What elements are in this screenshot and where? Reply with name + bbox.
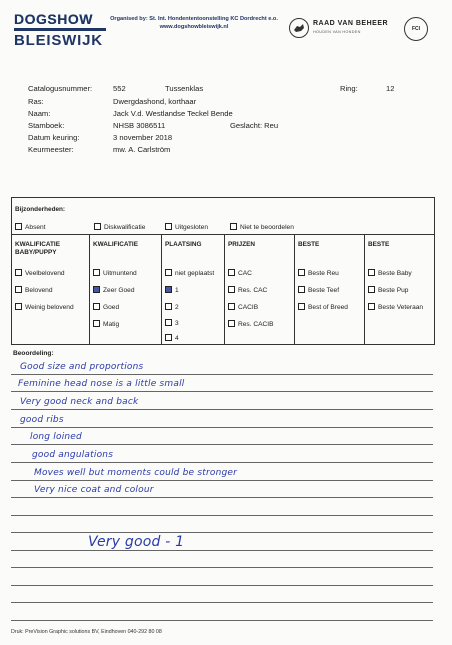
organizer-website: www.dogshowbleiswijk.nl bbox=[159, 24, 229, 30]
name-value: Jack V.d. Westlandse Teckel Bende bbox=[113, 109, 233, 118]
logo-bar bbox=[14, 28, 106, 31]
breed-label: Ras: bbox=[28, 97, 44, 106]
assessment-title: Beoordeling: bbox=[13, 350, 54, 357]
checkbox-icon[interactable] bbox=[165, 269, 172, 276]
checkbox-icon[interactable] bbox=[15, 286, 22, 293]
judge-value: mw. A. Carlström bbox=[113, 145, 171, 154]
writing-line bbox=[11, 497, 433, 498]
logo-top-text: DOGSHOW bbox=[14, 11, 93, 27]
checkbox-icon[interactable] bbox=[298, 286, 305, 293]
checkbox-icon[interactable] bbox=[165, 319, 172, 326]
special-uitgesloten[interactable]: Uitgesloten bbox=[165, 223, 208, 231]
writing-line bbox=[11, 462, 433, 463]
dog-emblem-icon bbox=[289, 18, 309, 38]
writing-line bbox=[11, 427, 433, 428]
checkbox-icon[interactable] bbox=[15, 269, 22, 276]
writing-line bbox=[11, 620, 433, 621]
col-header-prijzen: PRIJZEN bbox=[228, 241, 255, 248]
grid-divider bbox=[12, 234, 434, 235]
checked-checkbox-icon[interactable] bbox=[93, 286, 100, 293]
checkbox-icon[interactable] bbox=[368, 303, 375, 310]
checkbox-icon[interactable] bbox=[228, 286, 235, 293]
option-place-1[interactable]: 1 bbox=[165, 286, 179, 294]
col-header-kwalificatie: KWALIFICATIE bbox=[93, 241, 138, 248]
date-value: 3 november 2018 bbox=[113, 133, 173, 142]
grid-column-divider bbox=[89, 234, 90, 344]
assessment-line-7: Moves well but moments could be stronger bbox=[34, 468, 238, 478]
assessment-line-2: Feminine head nose is a little small bbox=[18, 379, 185, 389]
special-absent[interactable]: Absent bbox=[15, 223, 46, 231]
class-value: Tussenklas bbox=[165, 84, 204, 93]
organizer-text: Organised by: St. Int. Hondententoonstelling KC Dordrecht e.o. bbox=[110, 16, 278, 22]
checkbox-icon[interactable] bbox=[298, 269, 305, 276]
writing-line bbox=[11, 515, 433, 516]
option-cac[interactable]: CAC bbox=[228, 269, 252, 277]
option-beste-veteraan[interactable]: Beste Veteraan bbox=[368, 303, 423, 311]
special-diskwalificatie[interactable]: Diskwalificatie bbox=[94, 223, 145, 231]
writing-line bbox=[11, 409, 433, 410]
special-niet-beoordelen[interactable]: Niet te beoordelen bbox=[230, 223, 294, 231]
checked-checkbox-icon[interactable] bbox=[165, 286, 172, 293]
option-matig[interactable]: Matig bbox=[93, 320, 119, 328]
organizer-block bbox=[109, 15, 279, 31]
option-niet-geplaatst[interactable]: niet geplaatst bbox=[165, 269, 214, 277]
assessment-line-4: good ribs bbox=[20, 415, 64, 425]
checkbox-icon[interactable] bbox=[15, 223, 22, 230]
checkbox-icon[interactable] bbox=[228, 303, 235, 310]
pedigree-value: NHSB 3086511 bbox=[113, 121, 166, 130]
writing-line bbox=[11, 480, 433, 481]
option-beste-teef[interactable]: Beste Teef bbox=[298, 286, 339, 294]
option-beste-pup[interactable]: Beste Pup bbox=[368, 286, 408, 294]
option-goed[interactable]: Goed bbox=[93, 303, 119, 311]
checkbox-icon[interactable] bbox=[93, 303, 100, 310]
grid-column-divider bbox=[161, 234, 162, 344]
col-header-baby-puppy: KWALIFICATIE BABY/PUPPY bbox=[15, 241, 60, 256]
option-place-2[interactable]: 2 bbox=[165, 303, 179, 311]
assessment-line-6: good angulations bbox=[32, 450, 114, 460]
checkbox-icon[interactable] bbox=[368, 286, 375, 293]
catalog-label: Catalogusnummer: bbox=[28, 84, 93, 93]
checkbox-icon[interactable] bbox=[298, 303, 305, 310]
checkbox-icon[interactable] bbox=[230, 223, 237, 230]
checkbox-icon[interactable] bbox=[228, 269, 235, 276]
date-label: Datum keuring: bbox=[28, 133, 80, 142]
sex-label: Geslacht: Reu bbox=[230, 121, 279, 130]
checkbox-icon[interactable] bbox=[228, 320, 235, 327]
option-place-3[interactable]: 3 bbox=[165, 319, 179, 327]
grid-column-divider bbox=[294, 234, 295, 344]
writing-line bbox=[11, 567, 433, 568]
checkbox-icon[interactable] bbox=[94, 223, 101, 230]
name-label: Naam: bbox=[28, 109, 51, 118]
checkbox-icon[interactable] bbox=[93, 269, 100, 276]
option-cacib[interactable]: CACIB bbox=[228, 303, 258, 311]
option-beste-reu[interactable]: Beste Reu bbox=[298, 269, 339, 277]
judging-grid bbox=[11, 197, 435, 345]
writing-line bbox=[11, 585, 433, 586]
writing-line bbox=[11, 602, 433, 603]
ring-value: 12 bbox=[386, 84, 395, 93]
option-beste-baby[interactable]: Beste Baby bbox=[368, 269, 412, 277]
checkbox-icon[interactable] bbox=[368, 269, 375, 276]
assessment-verdict: Very good - 1 bbox=[88, 534, 185, 550]
option-weinig-belovend[interactable]: Weinig belovend bbox=[15, 303, 74, 311]
option-best-of-breed[interactable]: Best of Breed bbox=[298, 303, 348, 311]
writing-line bbox=[11, 374, 433, 375]
writing-line bbox=[11, 444, 433, 445]
checkbox-icon[interactable] bbox=[165, 303, 172, 310]
writing-line bbox=[11, 532, 433, 533]
pedigree-label: Stamboek: bbox=[28, 121, 65, 130]
assessment-line-8: Very nice coat and colour bbox=[34, 485, 154, 495]
raad-name: RAAD VAN BEHEER bbox=[313, 20, 389, 27]
fci-logo: FCI bbox=[404, 17, 428, 41]
logo-bottom-text: BLEISWIJK bbox=[14, 32, 103, 49]
col-header-beste: BESTE bbox=[298, 241, 320, 248]
option-belovend[interactable]: Belovend bbox=[15, 286, 53, 294]
printer-footer: Druk: PreVision Graphic solutions BV, Eindhoven 040-292 80 08 bbox=[11, 629, 162, 635]
grid-column-divider bbox=[364, 234, 365, 344]
col-header-beste-2: BESTE bbox=[368, 241, 390, 248]
assessment-line-5: long loined bbox=[30, 432, 82, 442]
assessment-line-1: Good size and proportions bbox=[20, 362, 144, 372]
catalog-value: 552 bbox=[113, 84, 126, 93]
assessment-line-3: Very good neck and back bbox=[20, 397, 139, 407]
breed-value: Dwergdashond, korthaar bbox=[113, 97, 197, 106]
grid-column-divider bbox=[224, 234, 225, 344]
col-header-plaatsing: PLAATSING bbox=[165, 241, 202, 248]
checkbox-icon[interactable] bbox=[165, 223, 172, 230]
writing-line bbox=[11, 550, 433, 551]
raad-subtitle: HOUDEN VAN HONDEN bbox=[313, 30, 361, 34]
dogshow-bleiswijk-logo bbox=[14, 12, 106, 62]
special-title: Bijzonderheden: bbox=[15, 206, 66, 213]
option-place-4[interactable]: 4 bbox=[165, 334, 179, 342]
option-veelbelovend[interactable]: Veelbelovend bbox=[15, 269, 65, 277]
option-zeer-goed[interactable]: Zeer Goed bbox=[93, 286, 135, 294]
raad-van-beheer-logo bbox=[289, 18, 399, 40]
option-res-cac[interactable]: Res. CAC bbox=[228, 286, 267, 294]
option-uitmuntend[interactable]: Uitmuntend bbox=[93, 269, 137, 277]
ring-label: Ring: bbox=[340, 84, 358, 93]
option-res-cacib[interactable]: Res. CACIB bbox=[228, 320, 274, 328]
checkbox-icon[interactable] bbox=[93, 320, 100, 327]
checkbox-icon[interactable] bbox=[165, 334, 172, 341]
checkbox-icon[interactable] bbox=[15, 303, 22, 310]
judge-label: Keurmeester: bbox=[28, 145, 74, 154]
writing-line bbox=[11, 391, 433, 392]
